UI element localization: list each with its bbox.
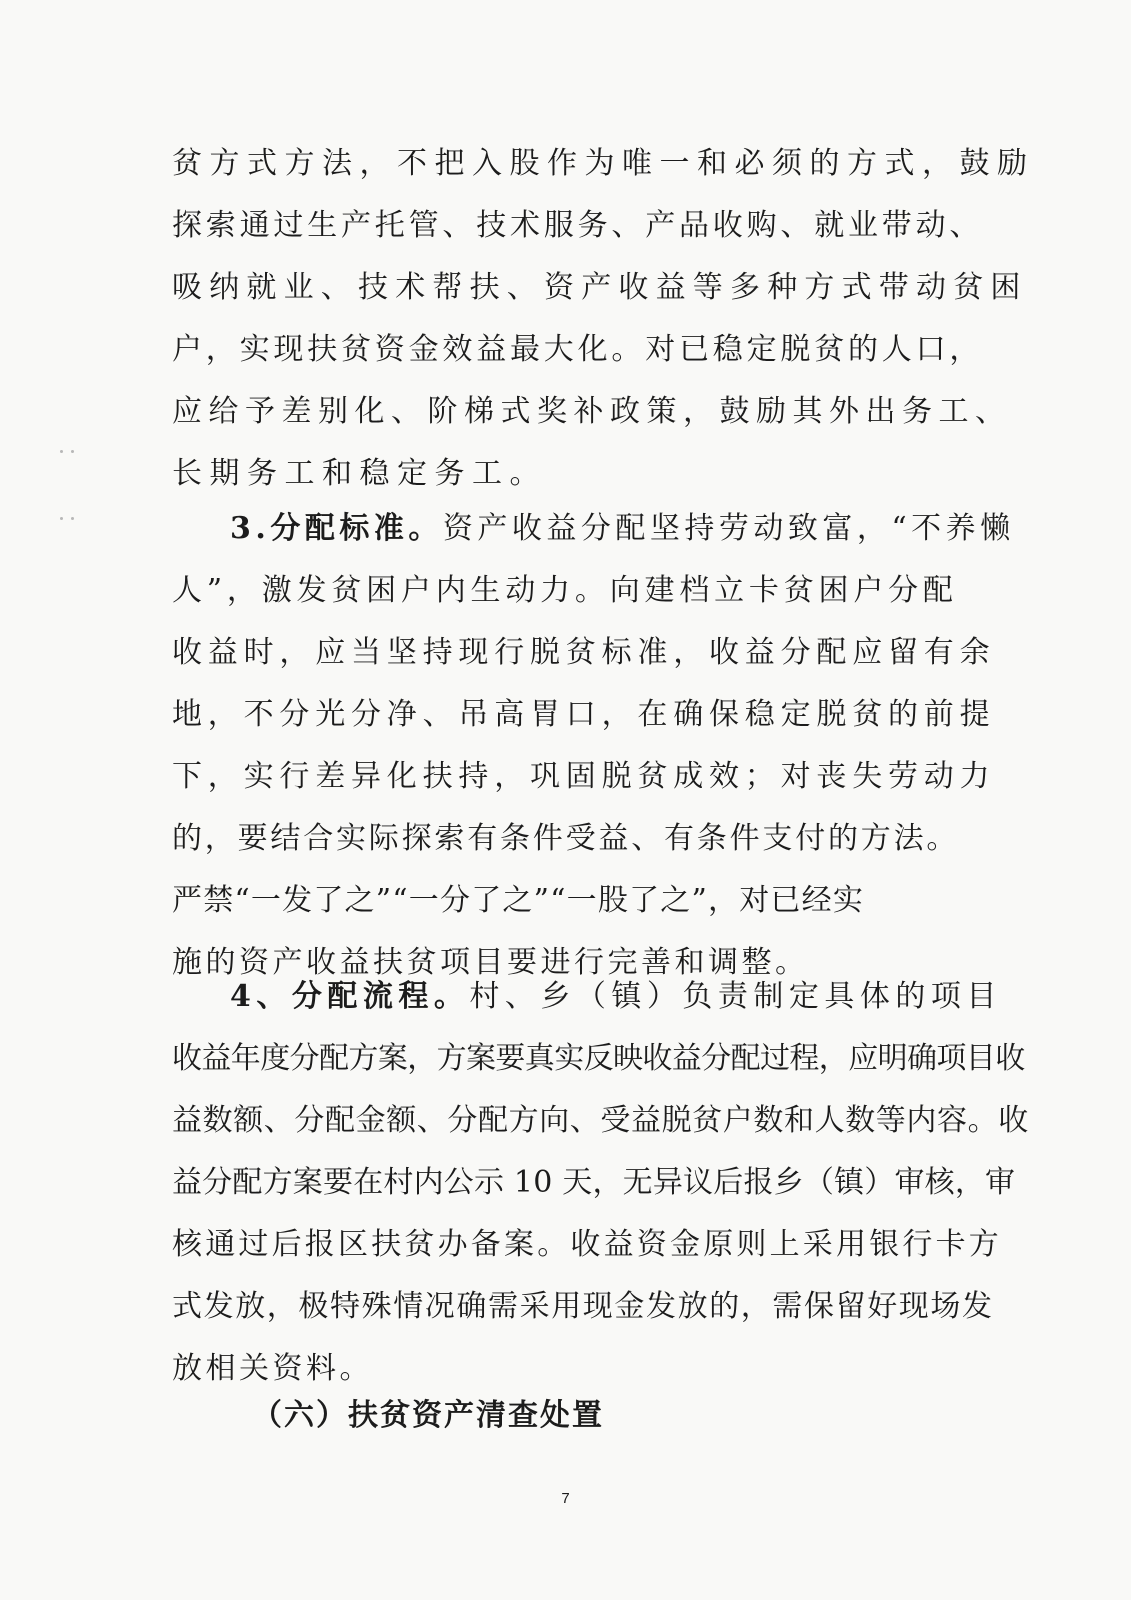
section-heading: （六）扶贫资产清查处置 (252, 1398, 604, 1433)
paragraph-line: 益分配方案要在村内公示 10 天，无异议后报乡（镇）审核，审 (172, 1165, 1016, 1200)
paragraph-line: 下，实行差异化扶持，巩固脱贫成效；对丧失劳动力 (172, 759, 996, 794)
paragraph-line: 户，实现扶贫资金效益最大化。对已稳定脱贫的人口， (172, 332, 984, 367)
paragraph-1 (172, 133, 1035, 505)
paragraph-line: 施的资产收益扶贫项目要进行完善和调整。 (172, 945, 809, 980)
scan-speck (60, 505, 82, 515)
paragraph-line: 收益时，应当坚持现行脱贫标准，收益分配应留有余 (172, 635, 996, 670)
paragraph-2 (172, 498, 1015, 994)
paragraph-line: 益数额、分配金额、分配方向、受益脱贫户数和人数等内容。收 (172, 1103, 1029, 1138)
paragraph-line: 贫方式方法，不把入股作为唯一和必须的方式，鼓励 (172, 146, 1035, 181)
paragraph-line: 人”，激发贫困户内生动力。向建档立卡贫困户分配 (172, 573, 958, 608)
paragraph-3 (172, 966, 1029, 1400)
paragraph-line: 收益年度分配方案，方案要真实反映收益分配过程，应明确项目收 (172, 1041, 1025, 1076)
scan-speck (60, 438, 82, 448)
paragraph-line: 资产收益分配坚持劳动致富，“不养懒 (442, 511, 1015, 546)
paragraph-line: 应给予差别化、阶梯式奖补政策，鼓励其外出务工、 (172, 394, 1012, 429)
paragraph-line: 探索通过生产托管、技术服务、产品收购、就业带动、 (172, 208, 984, 243)
paragraph-line: 地，不分光分净、吊高胃口，在确保稳定脱贫的前提 (172, 697, 996, 732)
paragraph-lead: 4、分配流程。 (230, 979, 470, 1014)
paragraph-line: 吸纳就业、技术帮扶、资产收益等多种方式带动贫困 (172, 270, 1028, 305)
paragraph-line: 长期务工和稳定务工。 (172, 456, 547, 491)
page-number: 7 (561, 1490, 570, 1507)
paragraph-line: 严禁“一发了之”“一分了之”“一股了之”，对已经实 (172, 883, 865, 918)
paragraph-lead: 3.分配标准。 (230, 511, 443, 546)
paragraph-line: 核通过后报区扶贫办备案。收益资金原则上采用银行卡方 (172, 1227, 1002, 1262)
paragraph-line: 的，要结合实际探索有条件受益、有条件支付的方法。 (172, 821, 960, 856)
paragraph-line: 放相关资料。 (172, 1351, 373, 1386)
paragraph-line: 村、乡（镇）负责制定具体的项目 (469, 979, 1002, 1014)
paragraph-line: 式发放，极特殊情况确需采用现金发放的，需保留好现场发 (172, 1289, 994, 1324)
